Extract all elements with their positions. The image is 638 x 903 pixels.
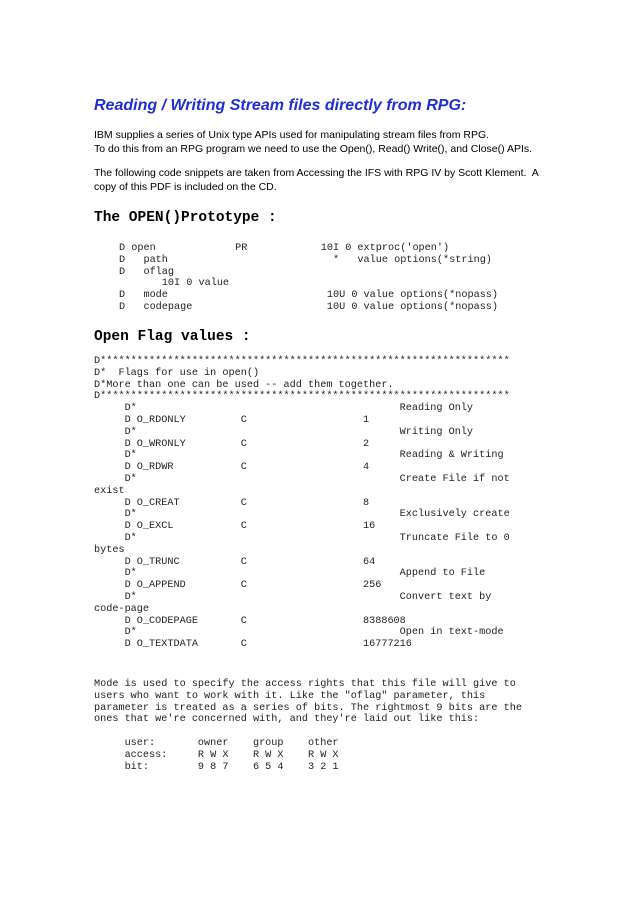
code-line: users who want to work with it. Like the "oflag" parameter, this — [94, 690, 486, 702]
code-line: D* Convert text by — [94, 591, 492, 603]
code-line: D O_TEXTDATA C 16777216 — [94, 639, 412, 651]
code-line: D******************************************************************* — [94, 391, 510, 403]
code-line: Mode is used to specify the access rights that this file will give to — [94, 679, 516, 690]
code-line: D******************************************************************* — [94, 356, 510, 367]
code-line: D* Open in text-mode — [94, 627, 504, 639]
code-line: D* Reading & Writing — [94, 450, 504, 462]
code-line: D O_CODEPAGE C 8388608 — [94, 615, 406, 627]
code-line: D O_RDONLY C 1 — [94, 414, 370, 426]
code-line: D mode 10U 0 value options(*nopass) — [119, 290, 499, 302]
code-line: bit: 9 8 7 6 5 4 3 2 1 — [94, 761, 339, 773]
code-line: D path * value options(*string) — [119, 254, 492, 266]
page-title: Reading / Writing Stream files directly from RPG: — [94, 97, 467, 114]
code-line: D O_RDWR C 4 — [94, 462, 370, 474]
intro-line-1: IBM supplies a series of Unix type APIs used for manipulating stream files from RPG. — [94, 129, 490, 141]
open-prototype-heading: The OPEN()Prototype : — [94, 210, 277, 226]
code-line: D O_EXCL C 16 — [94, 521, 376, 533]
snippets-note-line-1: The following code snippets are taken from Accessing the IFS with RPG IV by Scott Klement. A — [94, 167, 539, 179]
code-line: exist — [94, 485, 125, 497]
code-line: D* Exclusively create — [94, 509, 510, 521]
code-line: D open PR 10I 0 extproc('open') — [119, 243, 450, 254]
mode-description — [94, 679, 522, 773]
code-line: D O_APPEND C 256 — [94, 580, 382, 592]
code-line: user: owner group other — [94, 737, 339, 749]
code-line: D* Append to File — [94, 568, 486, 580]
open-prototype-code — [119, 243, 498, 314]
code-line: ones that we're concerned with, and they're laid out like this: — [94, 714, 480, 726]
code-line: D* Create File if not — [94, 473, 510, 485]
code-line: 10I 0 value — [119, 278, 230, 290]
open-flags-code — [94, 356, 510, 651]
open-flags-heading: Open Flag values : — [94, 329, 251, 345]
code-line: D O_TRUNC C 64 — [94, 556, 376, 568]
code-line: bytes — [94, 544, 125, 556]
code-line: D codepage 10U 0 value options(*nopass) — [119, 301, 499, 313]
code-line: D O_CREAT C 8 — [94, 497, 370, 509]
code-line: D* Writing Only — [94, 426, 474, 438]
snippets-note-line-2: copy of this PDF is included on the CD. — [94, 181, 277, 193]
code-line: D* Reading Only — [94, 403, 474, 415]
code-line: D* Flags for use in open() — [94, 367, 260, 379]
code-line: parameter is treated as a series of bits. The rightmost 9 bits are the — [94, 702, 522, 714]
code-line: D*More than one can be used -- add them together. — [94, 379, 394, 391]
code-line: D* Truncate File to 0 — [94, 532, 510, 544]
code-line: code-page — [94, 603, 150, 615]
code-line: D O_WRONLY C 2 — [94, 438, 370, 450]
code-line: D oflag — [119, 266, 175, 278]
intro-line-2: To do this from an RPG program we need to use the Open(), Read() Write(), and Close() APIs. — [94, 143, 533, 155]
code-line: access: R W X R W X R W X — [94, 749, 339, 761]
